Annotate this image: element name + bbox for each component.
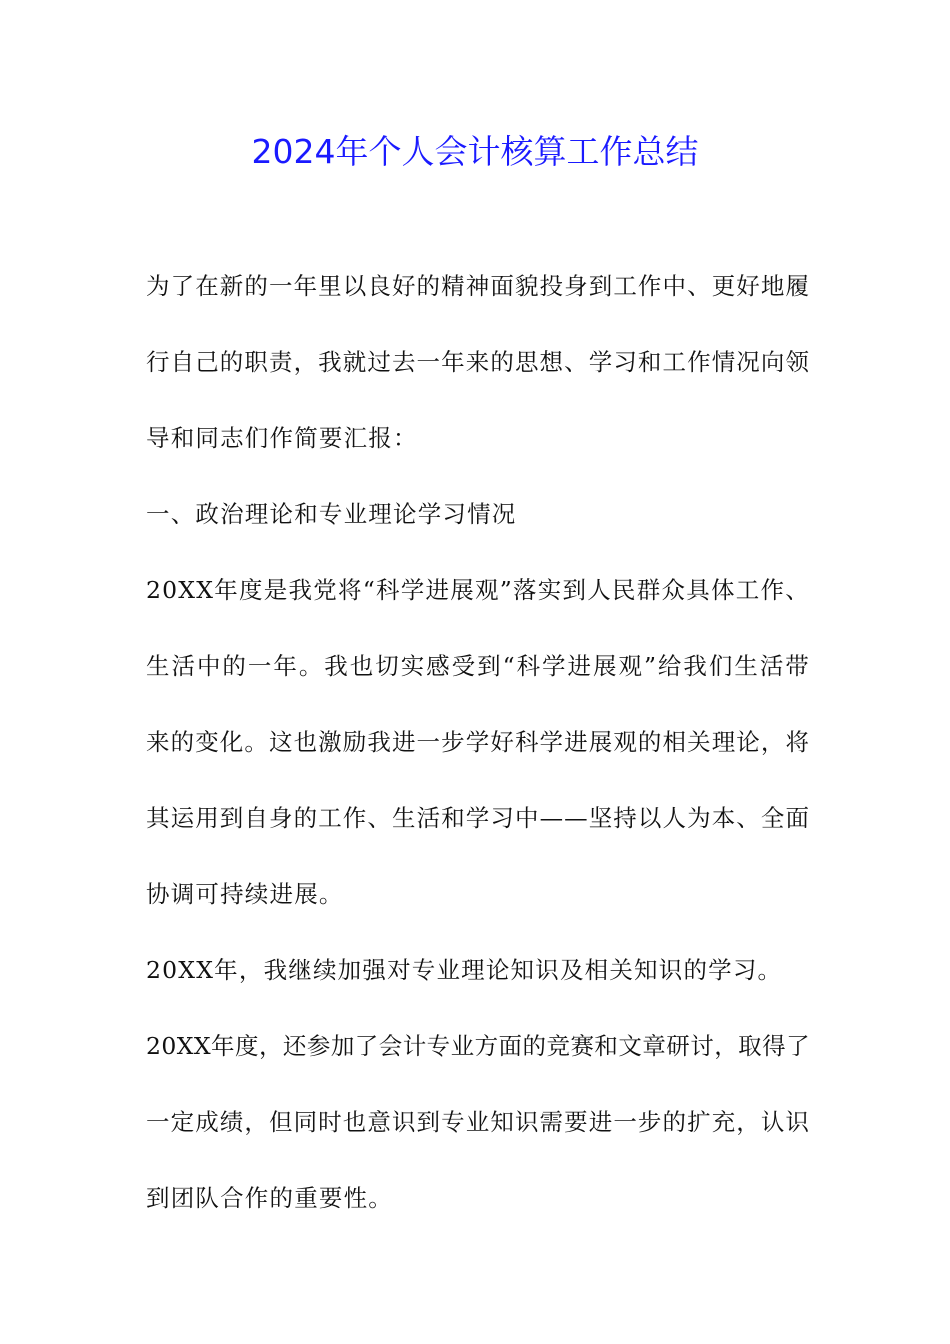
body-line: 行自己的职责，我就过去一年来的思想、学习和工作情况向领 (146, 348, 810, 376)
body-line: 协调可持续进展。 (146, 880, 344, 908)
body-line: 来的变化。这也激励我进一步学好科学进展观的相关理论，将 (146, 728, 810, 756)
body-line: 到团队合作的重要性。 (146, 1184, 393, 1212)
body-line: 其运用到自身的工作、生活和学习中——坚持以人为本、全面 (146, 804, 810, 832)
document-body (146, 264, 810, 1252)
body-line: 20XX年度，还参加了会计专业方面的竞赛和文章研讨，取得了 (146, 1032, 810, 1060)
body-line: 为了在新的一年里以良好的精神面貌投身到工作中、更好地履 (146, 272, 810, 300)
body-line: 生活中的一年。我也切实感受到“科学进展观”给我们生活带 (146, 652, 810, 680)
document-title: 2024年个人会计核算工作总结 (251, 132, 699, 171)
body-line: 20XX年，我继续加强对专业理论知识及相关知识的学习。 (146, 956, 783, 984)
section-heading: 一、政治理论和专业理论学习情况 (146, 500, 517, 528)
body-line: 导和同志们作简要汇报： (146, 424, 418, 452)
body-line: 一定成绩，但同时也意识到专业知识需要进一步的扩充，认识 (146, 1108, 810, 1136)
body-line: 20XX年度是我党将“科学进展观”落实到人民群众具体工作、 (146, 576, 810, 604)
